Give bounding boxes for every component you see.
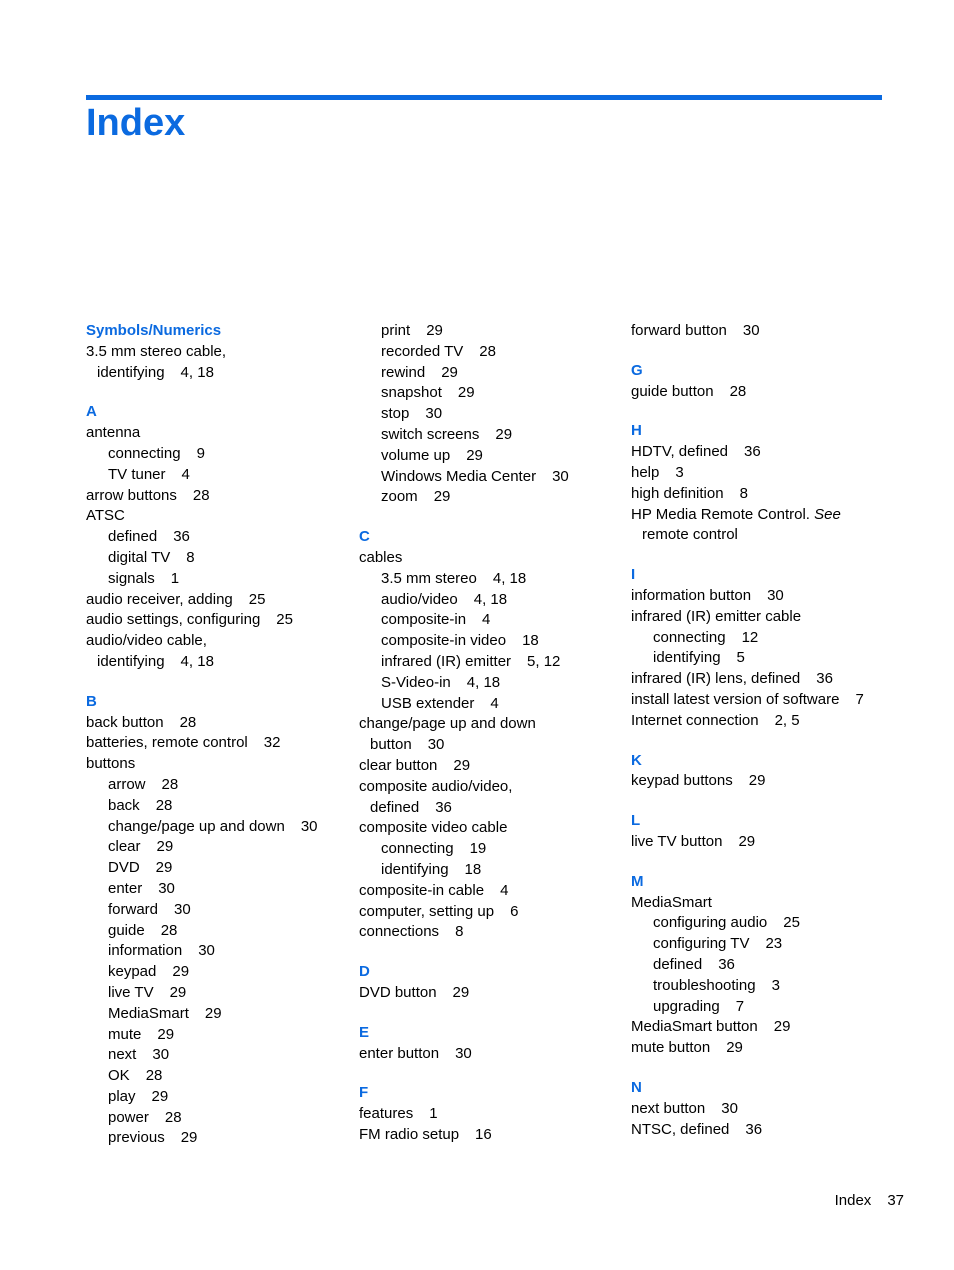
entry-term: clear button [359, 756, 438, 774]
entry-term: MediaSmart [108, 1004, 189, 1022]
entry-term: connecting [653, 628, 726, 646]
entry-term: clear [108, 838, 141, 856]
entry-term: cables [359, 548, 403, 566]
index-entry [359, 798, 621, 819]
entry-term: forward button [631, 322, 727, 339]
index-subentry [631, 955, 893, 976]
entry-term: back [108, 796, 140, 814]
page-reference[interactable]: 29 [466, 446, 483, 464]
index-letter-heading: H [631, 422, 642, 440]
entry-term: composite-in [381, 611, 467, 629]
entry-term: information button [631, 586, 752, 604]
index-subentry [359, 383, 621, 404]
entry-term: features [359, 1105, 414, 1123]
page-reference[interactable]: 29 [151, 1087, 169, 1105]
entry-term: audio receiver, adding [86, 590, 233, 608]
index-subentry [86, 569, 348, 590]
index-entry [631, 607, 893, 628]
index-entry [631, 463, 893, 484]
entry-term: buttons [86, 755, 136, 773]
entry-term: arrow buttons [86, 486, 177, 504]
entry-term: change/page up and down [359, 715, 536, 733]
index-subentry [86, 1108, 348, 1129]
entry-term: MediaSmart button [631, 1018, 758, 1036]
index-entry [631, 1017, 893, 1038]
entry-term: TV tuner [108, 465, 166, 483]
page-reference[interactable]: 36 [718, 955, 735, 973]
page-reference[interactable]: 29 [155, 859, 173, 877]
entry-term: USB extender [381, 694, 475, 712]
footer-label: Index [834, 1192, 872, 1209]
page-reference[interactable]: 29 [156, 838, 174, 856]
entry-term: identifying [653, 649, 721, 667]
entry-term: snapshot [381, 384, 442, 402]
index-letter-heading: A [86, 403, 97, 421]
entry-term: digital TV [108, 548, 171, 566]
index-entry [86, 610, 348, 631]
index-subentry [359, 569, 621, 590]
entry-term: previous [108, 1129, 165, 1147]
index-entry [359, 756, 621, 777]
index-subentry [86, 941, 348, 962]
page-reference[interactable]: 29 [457, 384, 475, 402]
index-subentry [359, 610, 621, 631]
entry-term: power [108, 1108, 149, 1126]
entry-term: S-Video-in [381, 673, 451, 691]
entry-term: information [108, 942, 183, 960]
entry-term: 3.5 mm stereo cable, [86, 342, 227, 360]
entry-term: keypad [108, 963, 157, 981]
page-reference[interactable]: 5, 12 [527, 652, 561, 670]
index-subentry [86, 858, 348, 879]
index-entry [631, 832, 893, 853]
entry-term: arrow [108, 775, 146, 793]
entry-term: DVD button [359, 983, 437, 1001]
index-entry [86, 713, 348, 734]
index-subentry [631, 628, 893, 649]
page-reference[interactable]: 4, 18 [180, 652, 214, 670]
index-letter-heading: B [86, 692, 97, 710]
page-reference[interactable]: 29 [157, 1025, 175, 1043]
entry-term: defined [653, 955, 703, 973]
page-reference[interactable]: 4, 18 [492, 569, 527, 587]
page-reference[interactable]: 29 [441, 363, 458, 381]
page-reference[interactable]: 36 [745, 1120, 763, 1138]
index-subentry [86, 900, 348, 921]
index-letter-heading: M [631, 872, 644, 890]
page-reference[interactable]: 30 [300, 817, 318, 835]
index-subentry [359, 590, 621, 611]
page-reference[interactable]: 29 [738, 832, 756, 850]
page-reference[interactable]: 9 [196, 444, 205, 462]
index-entry [359, 922, 621, 943]
page-reference[interactable]: 4 [500, 881, 509, 899]
index-subentry [86, 465, 348, 486]
index-entry [359, 818, 621, 839]
index-entry [86, 754, 348, 775]
index-entry [86, 590, 348, 611]
page-reference[interactable]: 6 [510, 902, 519, 920]
entry-term: zoom [381, 488, 418, 506]
page-reference[interactable]: 29 [453, 756, 471, 774]
entry-term: computer, setting up [359, 902, 495, 920]
page-reference[interactable]: 30 [425, 405, 443, 423]
index-subentry [86, 817, 348, 838]
page-reference[interactable]: 2, 5 [774, 711, 800, 729]
index-subentry [359, 839, 621, 860]
page-reference[interactable]: 7 [855, 690, 864, 708]
entry-term: volume up [381, 446, 451, 464]
entry-term: infrared (IR) emitter [381, 652, 512, 670]
page-reference[interactable]: 29 [426, 322, 443, 339]
index-subentry [86, 796, 348, 817]
page-reference[interactable]: 28 [161, 775, 179, 793]
entry-term: infrared (IR) emitter cable [631, 607, 802, 625]
index-entry [359, 548, 621, 569]
page-reference[interactable]: 4, 18 [180, 363, 214, 381]
page-reference[interactable]: 16 [475, 1125, 492, 1143]
index-entry [86, 363, 348, 384]
page-reference[interactable]: 29 [169, 983, 187, 1001]
index-entry [631, 893, 893, 914]
entry-term: configuring audio [653, 914, 768, 932]
entry-term: composite-in cable [359, 881, 485, 899]
index-entry [359, 714, 621, 735]
page-reference[interactable]: 32 [263, 734, 281, 752]
index-subentry [86, 527, 348, 548]
index-entry [631, 382, 893, 403]
entry-term: upgrading [653, 997, 720, 1015]
entry-term: connecting [381, 840, 454, 858]
index-entry [359, 983, 621, 1004]
index-subentry [359, 467, 621, 488]
index-letter-heading: K [631, 751, 642, 769]
entry-term: signals [108, 569, 155, 587]
entry-term: rewind [381, 363, 426, 381]
entry-term: help [631, 463, 660, 481]
index-subentry [359, 425, 621, 446]
index-entry [359, 1044, 621, 1065]
entry-term: next button [631, 1099, 706, 1117]
page-reference[interactable]: 28 [179, 713, 197, 731]
page-reference[interactable]: 1 [170, 569, 180, 587]
page-reference[interactable]: 8 [455, 923, 464, 941]
entry-term: composite video cable [359, 819, 508, 837]
index-subentry [86, 1066, 348, 1087]
page-reference[interactable]: 23 [765, 935, 783, 953]
index-entry [359, 735, 621, 756]
page-reference[interactable]: 5 [736, 649, 745, 667]
page-reference[interactable]: 36 [435, 798, 452, 816]
index-entry [631, 505, 893, 526]
index-subentry [359, 342, 621, 363]
page-reference[interactable]: 4 [482, 611, 491, 629]
entry-term: defined [108, 528, 158, 546]
index-entry [86, 486, 348, 507]
entry-term: antenna [86, 424, 141, 442]
entry-term: connecting [108, 444, 181, 462]
index-entry [359, 902, 621, 923]
entry-term: batteries, remote control [86, 734, 248, 752]
entry-term: forward [108, 900, 159, 918]
page-reference[interactable]: 8 [739, 484, 748, 502]
index-subentry [86, 962, 348, 983]
page-reference[interactable]: 29 [204, 1004, 222, 1022]
entry-term: print [381, 322, 411, 339]
page-reference[interactable]: 3 [771, 976, 780, 994]
entry-term: HP Media Remote Control. [631, 505, 810, 523]
page-reference[interactable]: 28 [155, 796, 173, 814]
index-letter-heading: N [631, 1078, 642, 1096]
page-reference[interactable]: 28 [729, 382, 747, 400]
page-reference[interactable]: 30 [174, 900, 191, 918]
page-reference[interactable]: 19 [469, 840, 487, 858]
index-subentry [86, 921, 348, 942]
entry-term: guide button [631, 382, 714, 400]
index-letter-heading: C [359, 528, 370, 546]
index-entry [631, 321, 893, 342]
index-subentry [631, 913, 893, 934]
page-reference[interactable]: 3 [675, 463, 684, 481]
page-reference[interactable]: 7 [735, 997, 745, 1015]
entry-term: DVD [108, 859, 140, 877]
index-subentry [359, 363, 621, 384]
page-reference[interactable]: 28 [145, 1067, 163, 1085]
page-reference[interactable]: 4, 18 [466, 673, 501, 691]
index-letter-heading: Symbols/Numerics [86, 322, 222, 339]
entry-term: next [108, 1046, 137, 1064]
page-reference[interactable]: 1 [429, 1105, 438, 1123]
index-subentry [86, 444, 348, 465]
entry-term: composite audio/video, [359, 777, 513, 795]
page-reference[interactable]: 30 [427, 736, 445, 754]
index-entry [359, 1125, 621, 1146]
entry-term: install latest version of software [631, 690, 840, 708]
page-reference[interactable]: 36 [744, 443, 761, 461]
entry-term: back button [86, 713, 164, 731]
index-column-2 [359, 321, 621, 1146]
index-subentry [86, 1004, 348, 1025]
page-reference[interactable]: 28 [479, 342, 496, 360]
entry-term: audio settings, configuring [86, 611, 261, 629]
index-entry [86, 652, 348, 673]
index-entry [631, 669, 893, 690]
index-column-3 [631, 321, 893, 1140]
page-reference[interactable]: 30 [152, 1046, 170, 1064]
index-entry [631, 711, 893, 732]
index-subentry [359, 694, 621, 715]
index-entry [631, 1038, 893, 1059]
entry-term: identifying [381, 860, 449, 878]
index-subentry [86, 1025, 348, 1046]
page-reference[interactable]: 29 [172, 963, 190, 981]
index-subentry [631, 648, 893, 669]
index-letter-heading: D [359, 963, 370, 981]
entry-term: mute button [631, 1039, 711, 1057]
entry-term: high definition [631, 484, 724, 502]
entry-term: live TV button [631, 832, 723, 850]
page-reference[interactable]: 29 [180, 1129, 198, 1147]
page-reference[interactable]: 36 [173, 528, 190, 546]
page-reference[interactable]: 30 [721, 1099, 738, 1117]
entry-term: switch screens [381, 425, 480, 443]
entry-term: 3.5 mm stereo [381, 569, 477, 587]
entry-term: enter button [359, 1044, 440, 1062]
index-letter-heading: G [631, 361, 643, 379]
page-reference[interactable]: 29 [748, 772, 766, 790]
index-subentry [86, 879, 348, 900]
page-reference[interactable]: 8 [186, 548, 195, 566]
page-reference[interactable]: 4 [490, 694, 499, 712]
entry-term: play [108, 1087, 136, 1105]
index-entry [359, 777, 621, 798]
index-entry [86, 423, 348, 444]
index-subentry [86, 548, 348, 569]
page-reference[interactable]: 25 [248, 590, 266, 608]
entry-term: recorded TV [381, 342, 464, 360]
entry-term: NTSC, defined [631, 1120, 730, 1138]
page-reference[interactable]: 12 [741, 628, 759, 646]
entry-term: identifying [97, 363, 165, 381]
page-reference[interactable]: 25 [276, 611, 293, 629]
entry-term: composite-in video [381, 632, 507, 650]
index-column-1 [86, 321, 348, 1149]
page-reference[interactable]: 30 [552, 467, 569, 485]
index-subentry [86, 775, 348, 796]
index-entry [631, 771, 893, 792]
page-reference[interactable]: 29 [773, 1018, 791, 1036]
index-subentry [86, 1045, 348, 1066]
entry-term: live TV [108, 983, 154, 1001]
index-subentry [359, 860, 621, 881]
index-letter-heading: L [631, 812, 641, 830]
page-reference[interactable]: 30 [158, 879, 175, 897]
entry-term: mute [108, 1025, 142, 1043]
index-subentry [631, 934, 893, 955]
index-subentry [359, 487, 621, 508]
entry-term: stop [381, 405, 410, 423]
index-entry [359, 881, 621, 902]
title-rule [86, 95, 882, 100]
index-entry [631, 525, 893, 546]
page-reference[interactable]: 29 [495, 425, 513, 443]
page-reference[interactable]: 28 [160, 921, 178, 939]
index-entry [86, 631, 348, 652]
page-title: Index [86, 102, 186, 144]
index-letter-heading: F [359, 1084, 369, 1102]
page-reference[interactable]: 30 [198, 942, 215, 960]
entry-term: troubleshooting [653, 976, 756, 994]
page-footer [835, 1192, 904, 1209]
page-number: 37 [887, 1192, 904, 1209]
page-reference[interactable]: 30 [767, 586, 784, 604]
index-entry [631, 1120, 893, 1141]
entry-term: HDTV, defined [631, 443, 729, 461]
index-subentry [359, 446, 621, 467]
entry-term: OK [108, 1067, 130, 1085]
index-entry [86, 733, 348, 754]
index-letter-heading: E [359, 1023, 370, 1041]
index-subentry [359, 652, 621, 673]
page-reference[interactable]: 25 [783, 914, 800, 932]
entry-term: enter [108, 879, 143, 897]
index-subentry [359, 673, 621, 694]
page-reference[interactable]: 29 [433, 488, 451, 506]
index-entry [631, 586, 893, 607]
page-reference[interactable]: 4 [181, 465, 190, 483]
entry-term: Windows Media Center [381, 467, 537, 485]
entry-term: keypad buttons [631, 772, 733, 790]
entry-term: FM radio setup [359, 1125, 460, 1143]
entry-term: defined [370, 798, 420, 816]
see-reference: See [814, 505, 841, 523]
index-entry [86, 342, 348, 363]
entry-term: Internet connection [631, 711, 759, 729]
entry-term: ATSC [86, 507, 125, 525]
index-entry [631, 484, 893, 505]
entry-term: audio/video cable, [86, 632, 207, 650]
entry-term: guide [108, 921, 145, 939]
entry-term: button [370, 736, 412, 754]
index-subentry [86, 1128, 348, 1149]
page-reference[interactable]: 30 [455, 1044, 472, 1062]
index-subentry [359, 631, 621, 652]
index-subentry [86, 1087, 348, 1108]
entry-term: infrared (IR) lens, defined [631, 670, 801, 688]
page-reference[interactable]: 28 [164, 1108, 182, 1126]
page-reference[interactable]: 18 [522, 632, 539, 650]
page-reference[interactable]: 29 [726, 1039, 743, 1057]
page-reference[interactable]: 36 [816, 670, 833, 688]
index-subentry [86, 837, 348, 858]
page-reference[interactable]: 28 [192, 486, 210, 504]
entry-term: identifying [97, 652, 165, 670]
entry-term: connections [359, 923, 440, 941]
entry-term: change/page up and down [108, 817, 285, 835]
entry-term: MediaSmart [631, 893, 712, 911]
index-entry [86, 506, 348, 527]
index-subentry [359, 404, 621, 425]
entry-term: audio/video [381, 590, 458, 608]
index-letter-heading: I [631, 566, 636, 584]
entry-term: remote control [642, 526, 738, 544]
page-reference[interactable]: 4, 18 [473, 590, 508, 608]
page-reference[interactable]: 29 [452, 983, 470, 1001]
index-entry [631, 1099, 893, 1120]
index-subentry [631, 976, 893, 997]
page-reference[interactable]: 18 [464, 860, 482, 878]
index-subentry [631, 997, 893, 1018]
index-entry [359, 1104, 621, 1125]
index-entry [631, 442, 893, 463]
index-entry [631, 690, 893, 711]
page-reference[interactable]: 30 [742, 322, 760, 339]
index-subentry [86, 983, 348, 1004]
entry-term: configuring TV [653, 935, 750, 953]
index-subentry [359, 321, 621, 342]
